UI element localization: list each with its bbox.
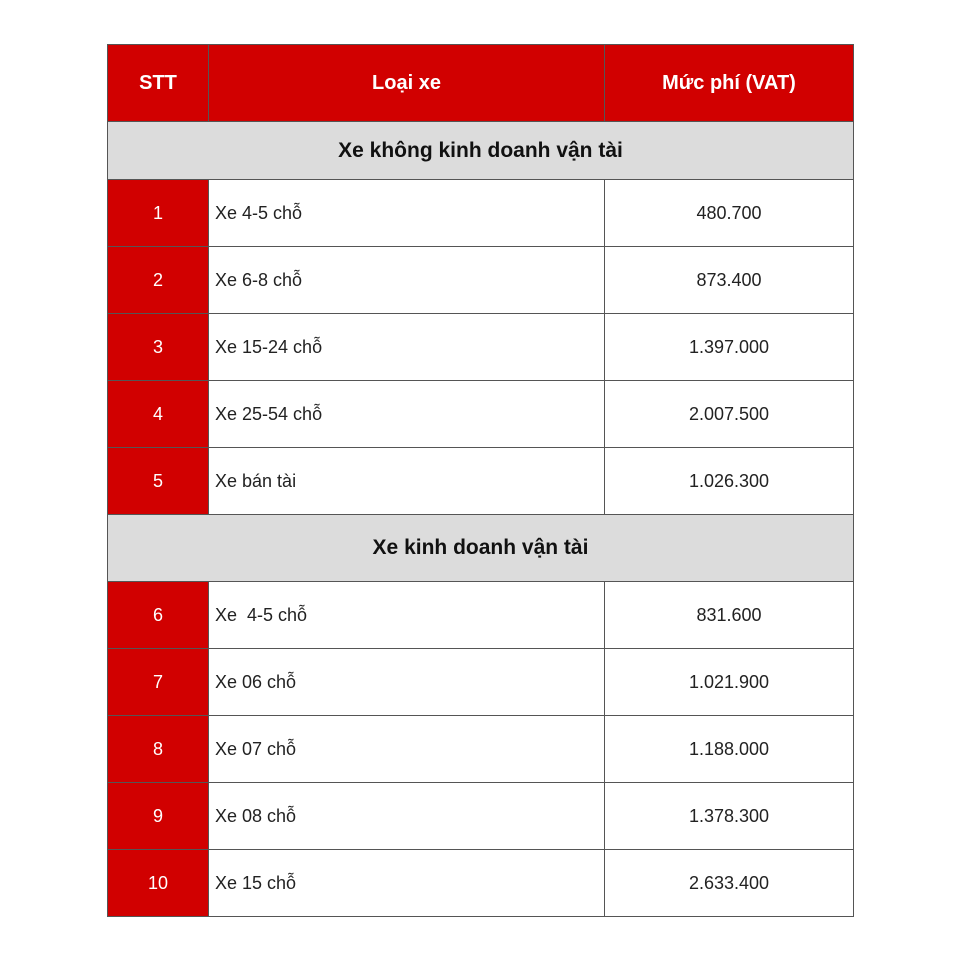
section-row-non-commercial	[108, 122, 854, 180]
row-fee: 873.400	[605, 247, 854, 314]
row-vehicle-type: Xe 06 chỗ	[209, 649, 605, 716]
row-vehicle-type: Xe 4-5 chỗ	[209, 582, 605, 649]
table-row	[108, 381, 854, 448]
table-row	[108, 180, 854, 247]
row-vehicle-type: Xe 15-24 chỗ	[209, 314, 605, 381]
fee-table	[107, 44, 854, 917]
table-row	[108, 649, 854, 716]
table-row	[108, 716, 854, 783]
row-stt: 5	[108, 448, 209, 515]
row-fee: 831.600	[605, 582, 854, 649]
row-vehicle-type: Xe bán tài	[209, 448, 605, 515]
row-fee: 480.700	[605, 180, 854, 247]
row-stt: 9	[108, 783, 209, 850]
row-stt: 10	[108, 850, 209, 917]
row-fee: 1.021.900	[605, 649, 854, 716]
table-header-row	[108, 45, 854, 122]
row-stt: 8	[108, 716, 209, 783]
section-row-commercial	[108, 515, 854, 582]
row-fee: 2.633.400	[605, 850, 854, 917]
row-stt: 6	[108, 582, 209, 649]
row-fee: 1.188.000	[605, 716, 854, 783]
row-stt: 4	[108, 381, 209, 448]
table-row	[108, 448, 854, 515]
row-fee: 1.378.300	[605, 783, 854, 850]
row-vehicle-type: Xe 4-5 chỗ	[209, 180, 605, 247]
row-stt: 7	[108, 649, 209, 716]
header-stt: STT	[108, 45, 209, 122]
row-vehicle-type: Xe 6-8 chỗ	[209, 247, 605, 314]
row-stt: 2	[108, 247, 209, 314]
row-fee: 2.007.500	[605, 381, 854, 448]
table-row	[108, 850, 854, 917]
row-stt: 1	[108, 180, 209, 247]
row-fee: 1.026.300	[605, 448, 854, 515]
row-vehicle-type: Xe 25-54 chỗ	[209, 381, 605, 448]
table-row	[108, 582, 854, 649]
table-row	[108, 314, 854, 381]
row-stt: 3	[108, 314, 209, 381]
header-fee: Mức phí (VAT)	[605, 45, 854, 122]
row-vehicle-type: Xe 15 chỗ	[209, 850, 605, 917]
section-title: Xe kinh doanh vận tài	[108, 515, 854, 582]
table-row	[108, 783, 854, 850]
header-vehicle-type: Loại xe	[209, 45, 605, 122]
row-fee: 1.397.000	[605, 314, 854, 381]
section-title: Xe không kinh doanh vận tài	[108, 122, 854, 180]
row-vehicle-type: Xe 07 chỗ	[209, 716, 605, 783]
row-vehicle-type: Xe 08 chỗ	[209, 783, 605, 850]
table-row	[108, 247, 854, 314]
